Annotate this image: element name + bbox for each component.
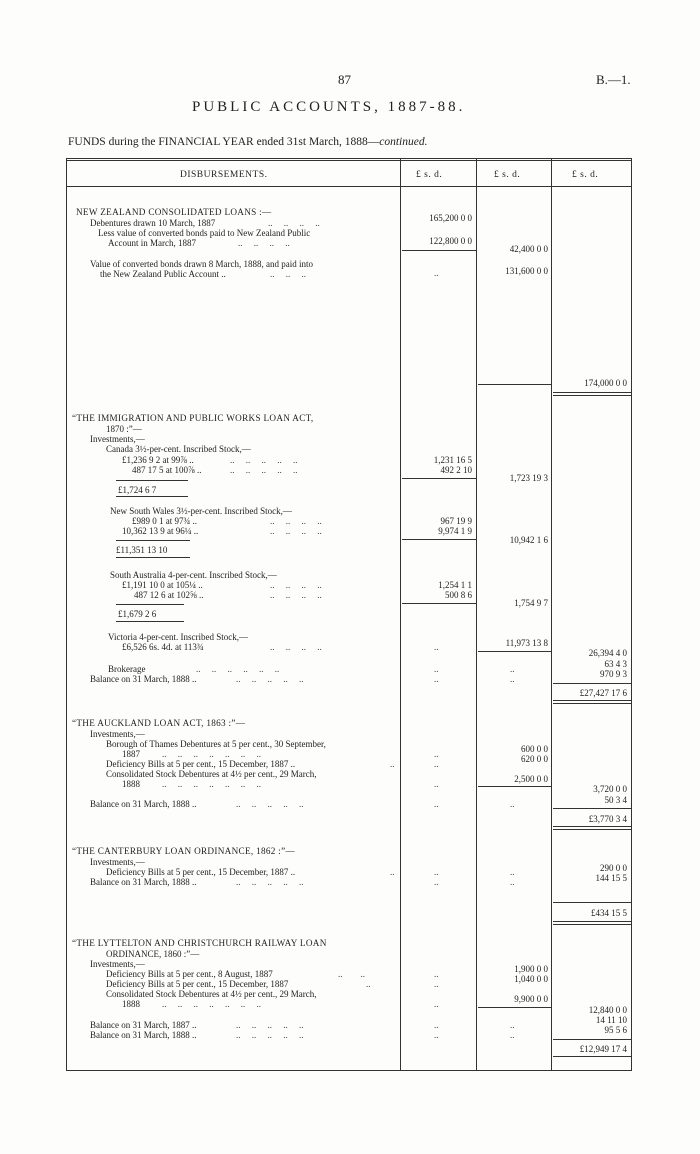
stock-total: £1,679 2 6: [118, 609, 157, 619]
leader-dots: .. .. .. .. ..: [230, 465, 298, 475]
table-left-border: [66, 158, 67, 1071]
amount: 620 0 0: [521, 754, 548, 764]
total-rule-2: [553, 924, 631, 925]
section-title-nz-consolidated: NEW ZEALAND CONSOLIDATED LOANS :—: [76, 207, 272, 217]
row-label: Balance on 31 March, 1888 ..: [90, 674, 197, 684]
page-title: PUBLIC ACCOUNTS, 1887-88.: [192, 99, 466, 115]
row-label: Investments,—: [90, 857, 145, 867]
stock-rule: [116, 557, 190, 558]
row-label: Less value of converted bonds paid to New Zealand Public: [98, 228, 311, 238]
amount-total: £12,949 17 4: [579, 1044, 627, 1054]
stock-rule: [116, 480, 188, 481]
row-label: £6,526 6s. 4d. at 113¾: [122, 642, 204, 652]
row-label: Deficiency Bills at 5 per cent., 15 December, 1887 ..: [106, 759, 296, 769]
row-label: Balance on 31 March, 1888 ..: [90, 877, 197, 887]
blank-dots: ..: [434, 999, 439, 1009]
row-label: 1887: [122, 749, 140, 759]
blank-dots: ..: [434, 664, 439, 674]
leader-dots: .. .. .. .. .. .. ..: [162, 779, 261, 789]
amount: 95 5 6: [604, 1025, 627, 1035]
table-bottom-rule: [66, 1070, 632, 1071]
amount-total: £27,427 17 6: [579, 688, 627, 698]
subtotal-rule: [402, 478, 476, 479]
amount-total: £3,770 3 4: [588, 814, 627, 824]
leader-dots: ..: [366, 979, 371, 989]
amount: 122,800 0 0: [429, 236, 472, 246]
header-rule: [66, 186, 632, 187]
row-label: New South Wales 3½-per-cent. Inscribed Stock,—: [110, 506, 292, 516]
row-label: 10,362 13 9 at 96¼ ..: [122, 526, 199, 536]
blank-dots: ..: [510, 799, 515, 809]
blank-dots: ..: [434, 969, 439, 979]
leader-dots: .. .. .. .. ..: [236, 1030, 304, 1040]
leader-dots: .. .. .. ..: [270, 516, 322, 526]
total-rule: [553, 1039, 631, 1040]
amount: 9,900 0 0: [514, 994, 548, 1004]
row-label: 1888: [122, 999, 140, 1009]
row-label: Balance on 31 March, 1887 ..: [90, 1020, 197, 1030]
blank-dots: ..: [434, 749, 439, 759]
amount: 50 3 4: [604, 795, 627, 805]
amount: 1,900 0 0: [514, 964, 548, 974]
blank-dots: ..: [434, 1030, 439, 1040]
header-disbursements: DISBURSEMENTS.: [180, 170, 268, 180]
blank-dots: ..: [434, 799, 439, 809]
section-title-lyttelton: “THE LYTTELTON AND CHRISTCHURCH RAILWAY LOAN: [72, 938, 327, 948]
total-rule: [553, 683, 631, 684]
row-label: Borough of Thames Debentures at 5 per cent., 30 September,: [106, 739, 326, 749]
leader-dots: .. .. .. ..: [270, 580, 322, 590]
row-label: Canada 3½-per-cent. Inscribed Stock,—: [106, 444, 251, 454]
amount: 131,600 0 0: [505, 266, 548, 276]
row-label: £1,191 10 0 at 105¼ ..: [122, 580, 203, 590]
subtotal-rule: [478, 1007, 551, 1008]
row-label: Investments,—: [90, 434, 145, 444]
amount: 9,974 1 9: [438, 526, 472, 536]
amount: 63 4 3: [604, 659, 627, 669]
row-label: Balance on 31 March, 1888 ..: [90, 1030, 197, 1040]
amount-total: £434 15 5: [591, 908, 627, 918]
row-label: Consolidated Stock Debentures at 4½ per cent., 29 March,: [106, 769, 317, 779]
amount: 2,500 0 0: [514, 774, 548, 784]
stock-rule: [116, 604, 184, 605]
amount: 11,973 13 8: [505, 638, 548, 648]
total-rule: [553, 808, 631, 809]
document-ref: B.—1.: [596, 72, 631, 87]
row-label: Deficiency Bills at 5 per cent., 15 December, 1887: [106, 979, 289, 989]
section-title-cont: ORDINANCE, 1860 :”—: [106, 949, 200, 959]
amount: 970 9 3: [600, 669, 627, 679]
amount: 1,254 1 1: [438, 580, 472, 590]
amount: 10,942 1 6: [509, 535, 548, 545]
total-rule: [553, 826, 631, 827]
row-label: £989 0 1 at 97¾ ..: [132, 516, 197, 526]
amount: 165,200 0 0: [429, 213, 472, 223]
subtotal-rule: [402, 539, 476, 540]
section-title-canterbury: “THE CANTERBURY LOAN ORDINANCE, 1862 :”—: [72, 846, 295, 856]
row-label: Investments,—: [90, 959, 145, 969]
blank-dots: ..: [434, 759, 439, 769]
page-subtitle: FUNDS during the FINANCIAL YEAR ended 31st March, 1888—continued.: [68, 136, 428, 148]
leader-dots: .. .. .. .. .. .. ..: [162, 749, 261, 759]
table-top-rule: [66, 158, 632, 159]
blank-dots: ..: [434, 877, 439, 887]
total-rule-2: [553, 395, 631, 396]
amount: 144 15 5: [595, 873, 627, 883]
amount: 500 8 6: [445, 590, 472, 600]
row-label: Brokerage: [108, 664, 146, 674]
leader-dots: .. .. .. .. ..: [236, 799, 304, 809]
amount: 26,394 4 0: [588, 648, 627, 658]
amount: 1,754 9 7: [514, 598, 548, 608]
stock-rule: [116, 496, 188, 497]
leader-dots: .. .. .. .. ..: [236, 877, 304, 887]
leader-dots: .. .. .. .. ..: [236, 674, 304, 684]
row-label: Consolidated Stock Debentures at 4½ per cent., 29 March,: [106, 989, 317, 999]
blank-dots: ..: [510, 664, 515, 674]
leader-dots: .. .. .. ..: [270, 642, 322, 652]
amount: 3,720 0 0: [593, 784, 627, 794]
row-label: the New Zealand Public Account ..: [100, 269, 226, 279]
row-label: Investments,—: [90, 729, 145, 739]
row-label: South Australia 4-per-cent. Inscribed Stock,—: [110, 570, 277, 580]
amount: 492 2 10: [440, 465, 472, 475]
row-label: Debentures drawn 10 March, 1887: [90, 218, 216, 228]
row-label: 487 12 6 at 102⅝ ..: [134, 590, 204, 600]
row-label: 1888: [122, 779, 140, 789]
blank-dots: ..: [434, 674, 439, 684]
blank-dots: ..: [510, 867, 515, 877]
blank-dots: ..: [510, 1020, 515, 1030]
stock-rule: [116, 540, 190, 541]
amount: 290 0 0: [600, 863, 627, 873]
table-right-border: [631, 158, 632, 1071]
stock-rule: [116, 621, 184, 622]
amount: 12,840 0 0: [588, 1005, 627, 1015]
row-label: £1,236 9 2 at 99⅞ ..: [122, 455, 194, 465]
total-rule-2: [553, 703, 631, 704]
page-number: 87: [338, 72, 351, 87]
amount: 14 11 10: [595, 1015, 627, 1025]
section-title-auckland: “THE AUCKLAND LOAN ACT, 1863 :”—: [72, 718, 246, 728]
header-lsd-col2: £ s. d.: [494, 170, 521, 180]
amount: 967 19 9: [440, 516, 472, 526]
amount: 1,040 0 0: [514, 974, 548, 984]
row-label: Deficiency Bills at 5 per cent., 15 December, 1887 ..: [106, 867, 296, 877]
subtotal-rule: [478, 384, 551, 385]
leader-dots: .. ..: [338, 969, 365, 979]
column-divider-3: [551, 158, 552, 1071]
leader-dots: .. .. .. ..: [270, 590, 322, 600]
blank-dots: ..: [434, 1020, 439, 1030]
blank-dots: ..: [434, 268, 439, 278]
total-rule: [553, 902, 631, 903]
header-lsd-col3: £ s. d.: [572, 170, 599, 180]
amount: 42,400 0 0: [509, 244, 548, 254]
column-divider-1: [400, 158, 401, 1071]
row-label: Value of converted bonds drawn 8 March, 1888, and paid into: [90, 259, 313, 269]
leader-dots: ..: [390, 759, 395, 769]
leader-dots: .. .. .. ..: [238, 238, 290, 248]
leader-dots: .. .. .. ..: [268, 218, 320, 228]
header-lsd-col1: £ s. d.: [416, 170, 443, 180]
blank-dots: ..: [510, 877, 515, 887]
leader-dots: .. .. .. .. ..: [230, 455, 298, 465]
blank-dots: ..: [434, 979, 439, 989]
blank-dots: ..: [510, 1030, 515, 1040]
subtotal-rule: [402, 603, 476, 604]
amount-total: 174,000 0 0: [584, 378, 627, 388]
row-label: Victoria 4-per-cent. Inscribed Stock,—: [108, 632, 248, 642]
leader-dots: .. .. .. .. .. .. ..: [162, 999, 261, 1009]
section-title-cont: 1870 :”—: [106, 424, 142, 434]
stock-total: £1,724 6 7: [118, 485, 157, 495]
leader-dots: .. .. .. .. .. ..: [196, 664, 280, 674]
total-rule: [553, 1056, 631, 1057]
subtotal-rule: [478, 786, 551, 787]
total-rule: [553, 921, 631, 922]
blank-dots: ..: [434, 867, 439, 877]
total-rule-2: [553, 829, 631, 830]
row-label: Deficiency Bills at 5 per cent., 8 August, 1887: [106, 969, 273, 979]
subtotal-rule: [478, 651, 551, 652]
total-rule: [553, 392, 631, 393]
leader-dots: .. .. .. .. ..: [236, 1020, 304, 1030]
amount: 600 0 0: [521, 744, 548, 754]
row-label: 487 17 5 at 100⅞ ..: [132, 465, 202, 475]
blank-dots: ..: [510, 674, 515, 684]
column-divider-2: [476, 158, 477, 1071]
row-label: Account in March, 1887: [108, 238, 196, 248]
subtotal-rule: [402, 250, 476, 251]
stock-total: £11,351 13 10: [116, 545, 168, 555]
section-title-immigration: “THE IMMIGRATION AND PUBLIC WORKS LOAN ACT,: [72, 413, 314, 423]
leader-dots: .. .. .. ..: [270, 526, 322, 536]
leader-dots: ..: [390, 867, 395, 877]
total-rule: [553, 700, 631, 701]
blank-dots: ..: [434, 779, 439, 789]
table-top-rule-2: [66, 160, 632, 161]
amount: 1,723 19 3: [509, 473, 548, 483]
leader-dots: .. .. ..: [270, 269, 306, 279]
row-label: Balance on 31 March, 1888 ..: [90, 799, 197, 809]
blank-dots: ..: [434, 642, 439, 652]
amount: 1,231 16 5: [433, 455, 472, 465]
